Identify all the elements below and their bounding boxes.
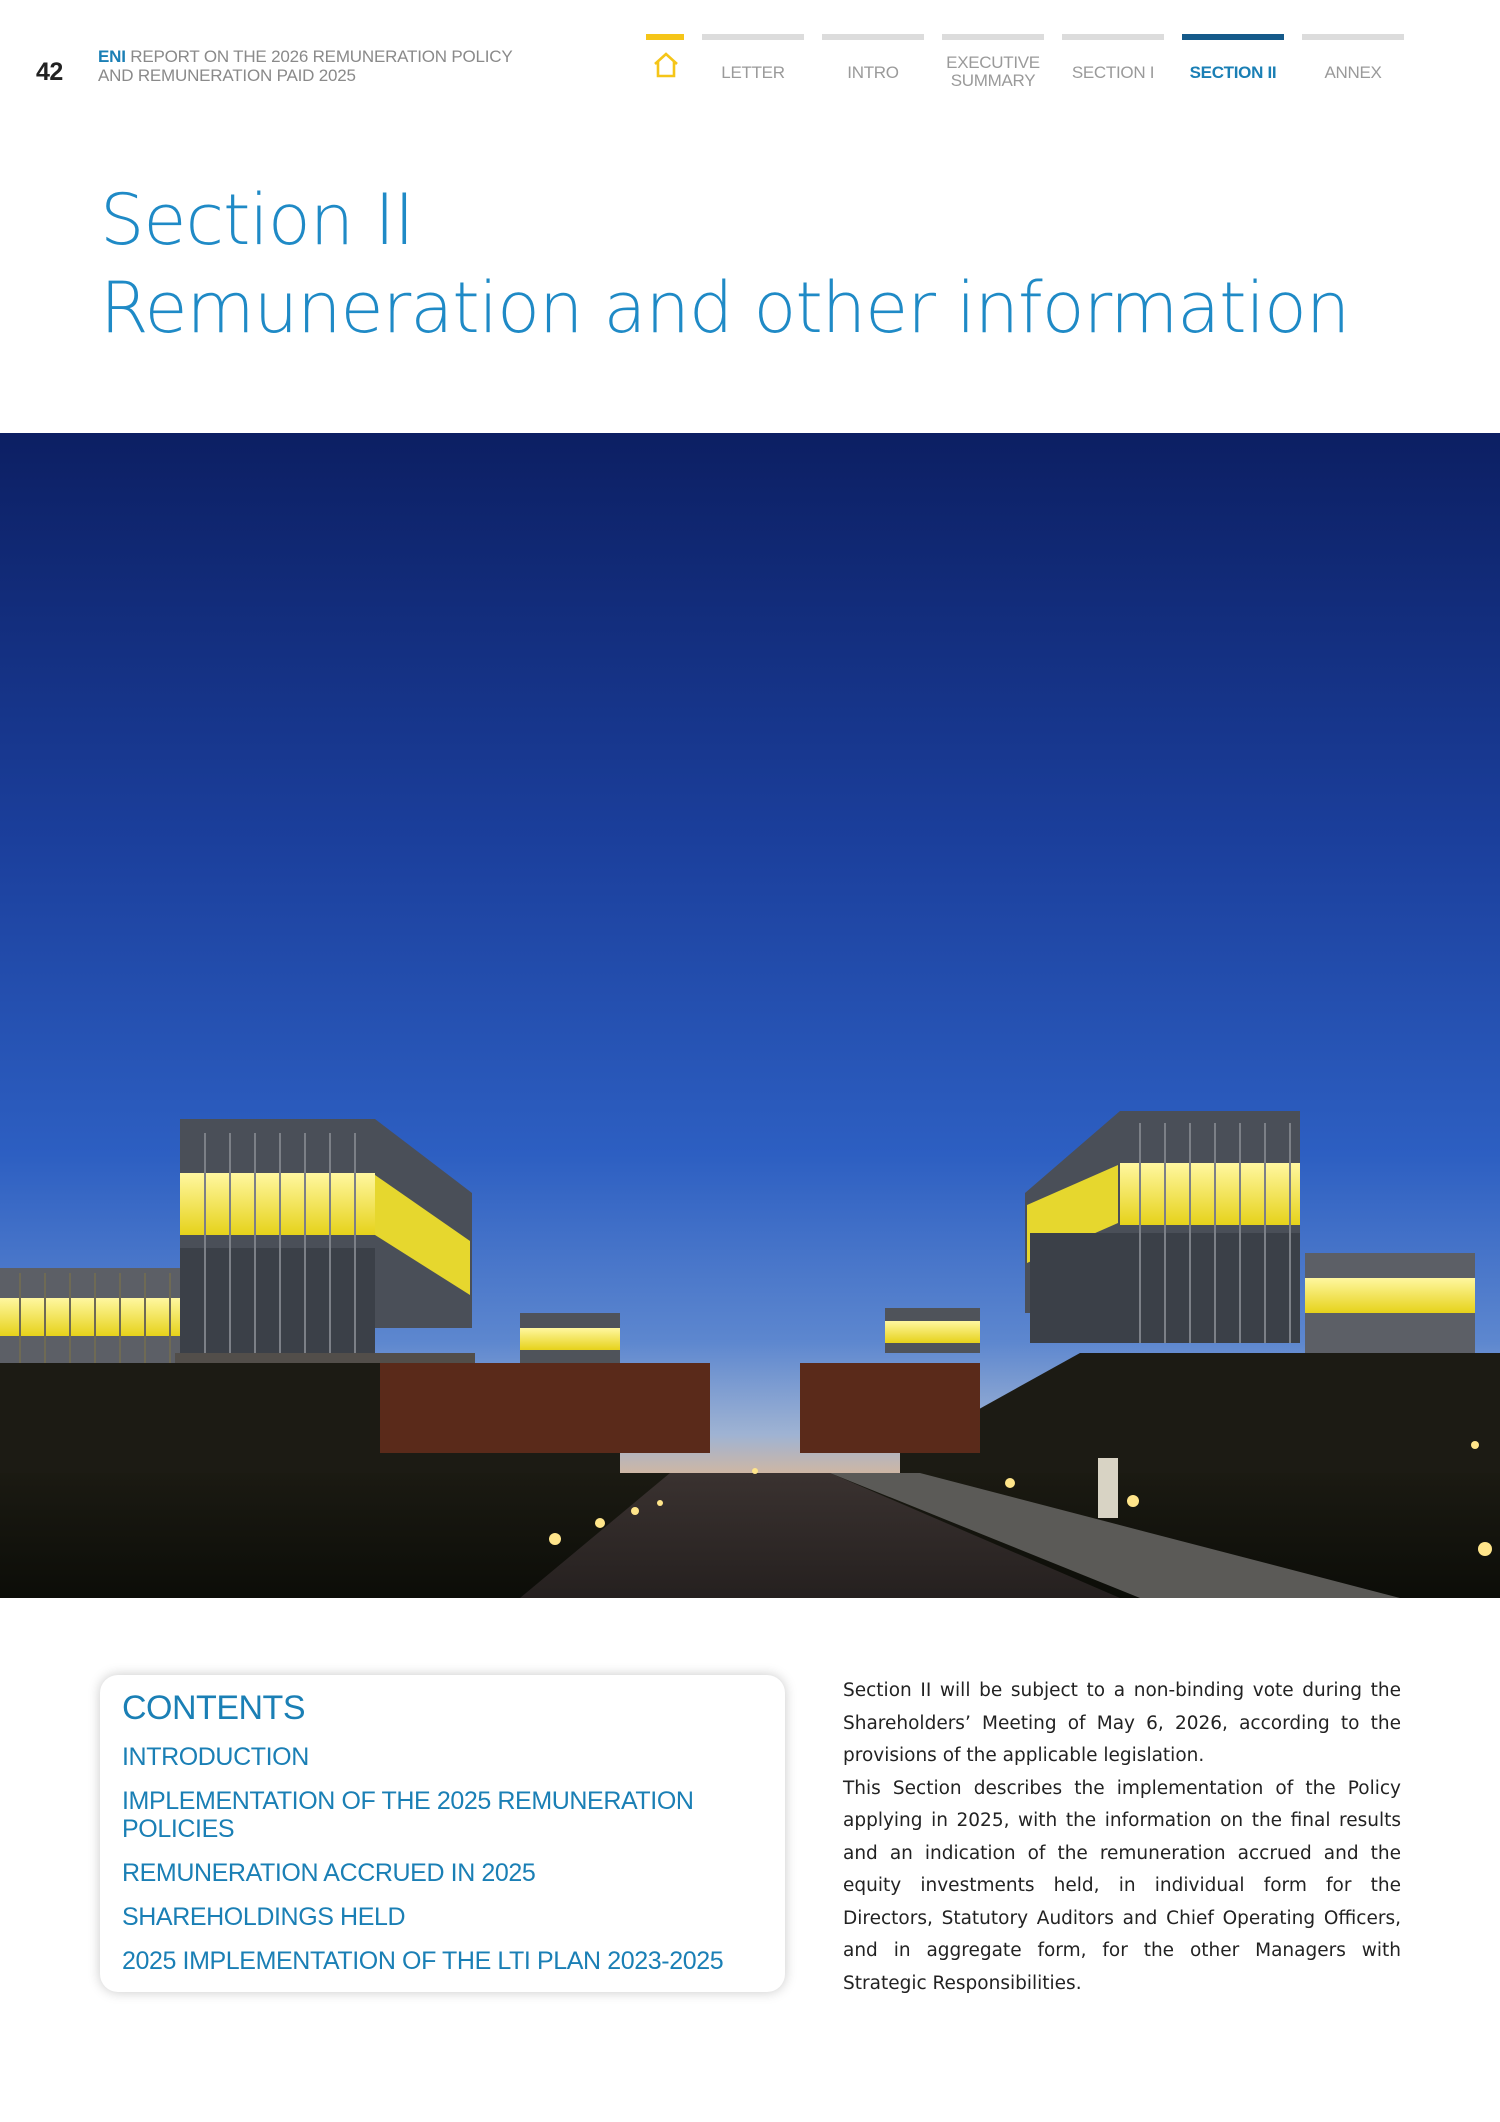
nav-label: EXECUTIVE SUMMARY bbox=[946, 53, 1040, 90]
page-title bbox=[100, 176, 1349, 352]
contents-link-shareholdings[interactable]: SHAREHOLDINGS HELD bbox=[122, 1903, 406, 1931]
contents-list bbox=[122, 1743, 772, 1991]
nav-section-i[interactable] bbox=[1062, 34, 1164, 94]
nav-section-ii[interactable] bbox=[1182, 34, 1284, 94]
body-paragraph-1: Section II will be subject to a non-binding vote during the Shareholders’ Meeting of May 6, 2026, according to the provisions of the applicable legislation. bbox=[843, 1680, 1401, 1766]
report-title-line2: AND REMUNERATION PAID 2025 bbox=[98, 66, 356, 85]
contents-link-lti-plan[interactable]: 2025 IMPLEMENTATION OF THE LTI PLAN 2023-2025 bbox=[122, 1947, 724, 1975]
home-icon bbox=[651, 50, 681, 80]
report-title-line1: REPORT ON THE 2026 REMUNERATION POLICY bbox=[130, 47, 513, 66]
nav-label: LETTER bbox=[721, 63, 785, 82]
nav-home[interactable] bbox=[646, 34, 684, 94]
page-number: 42 bbox=[36, 58, 63, 86]
page-title-line2: Remuneration and other information bbox=[100, 267, 1350, 349]
body-text bbox=[843, 1675, 1401, 2000]
nav-label: INTRO bbox=[847, 63, 899, 82]
brand-name: ENI bbox=[98, 47, 126, 66]
report-title bbox=[98, 47, 513, 85]
nav-annex[interactable] bbox=[1302, 34, 1404, 94]
nav-label: SECTION I bbox=[1071, 63, 1155, 82]
contents-link-introduction[interactable]: INTRODUCTION bbox=[122, 1743, 309, 1771]
contents-link-implementation[interactable]: IMPLEMENTATION OF THE 2025 REMUNERATION POLICIES bbox=[122, 1787, 694, 1843]
nav-label: ANNEX bbox=[1324, 63, 1382, 82]
body-paragraph-2: This Section describes the implementation of the Policy applying in 2025, with the information on the final results and an indication of the remuneration accrued and the equity investments held, in individual form for the Directors, Statutory Auditors and Chief Operating Officers, and in aggregate form, for the other Managers with Strategic Responsibilities. bbox=[843, 1777, 1401, 1994]
nav-letter[interactable] bbox=[702, 34, 804, 94]
page-title-line1: Section II bbox=[100, 179, 414, 261]
contents-box bbox=[100, 1675, 785, 1992]
campus-night-photo bbox=[0, 433, 1500, 1598]
nav-label: SECTION II bbox=[1189, 63, 1277, 82]
contents-link-remuneration-accrued[interactable]: REMUNERATION ACCRUED IN 2025 bbox=[122, 1859, 536, 1887]
nav-executive-summary[interactable] bbox=[942, 34, 1044, 94]
nav-intro[interactable] bbox=[822, 34, 924, 94]
contents-title: CONTENTS bbox=[122, 1689, 305, 1727]
